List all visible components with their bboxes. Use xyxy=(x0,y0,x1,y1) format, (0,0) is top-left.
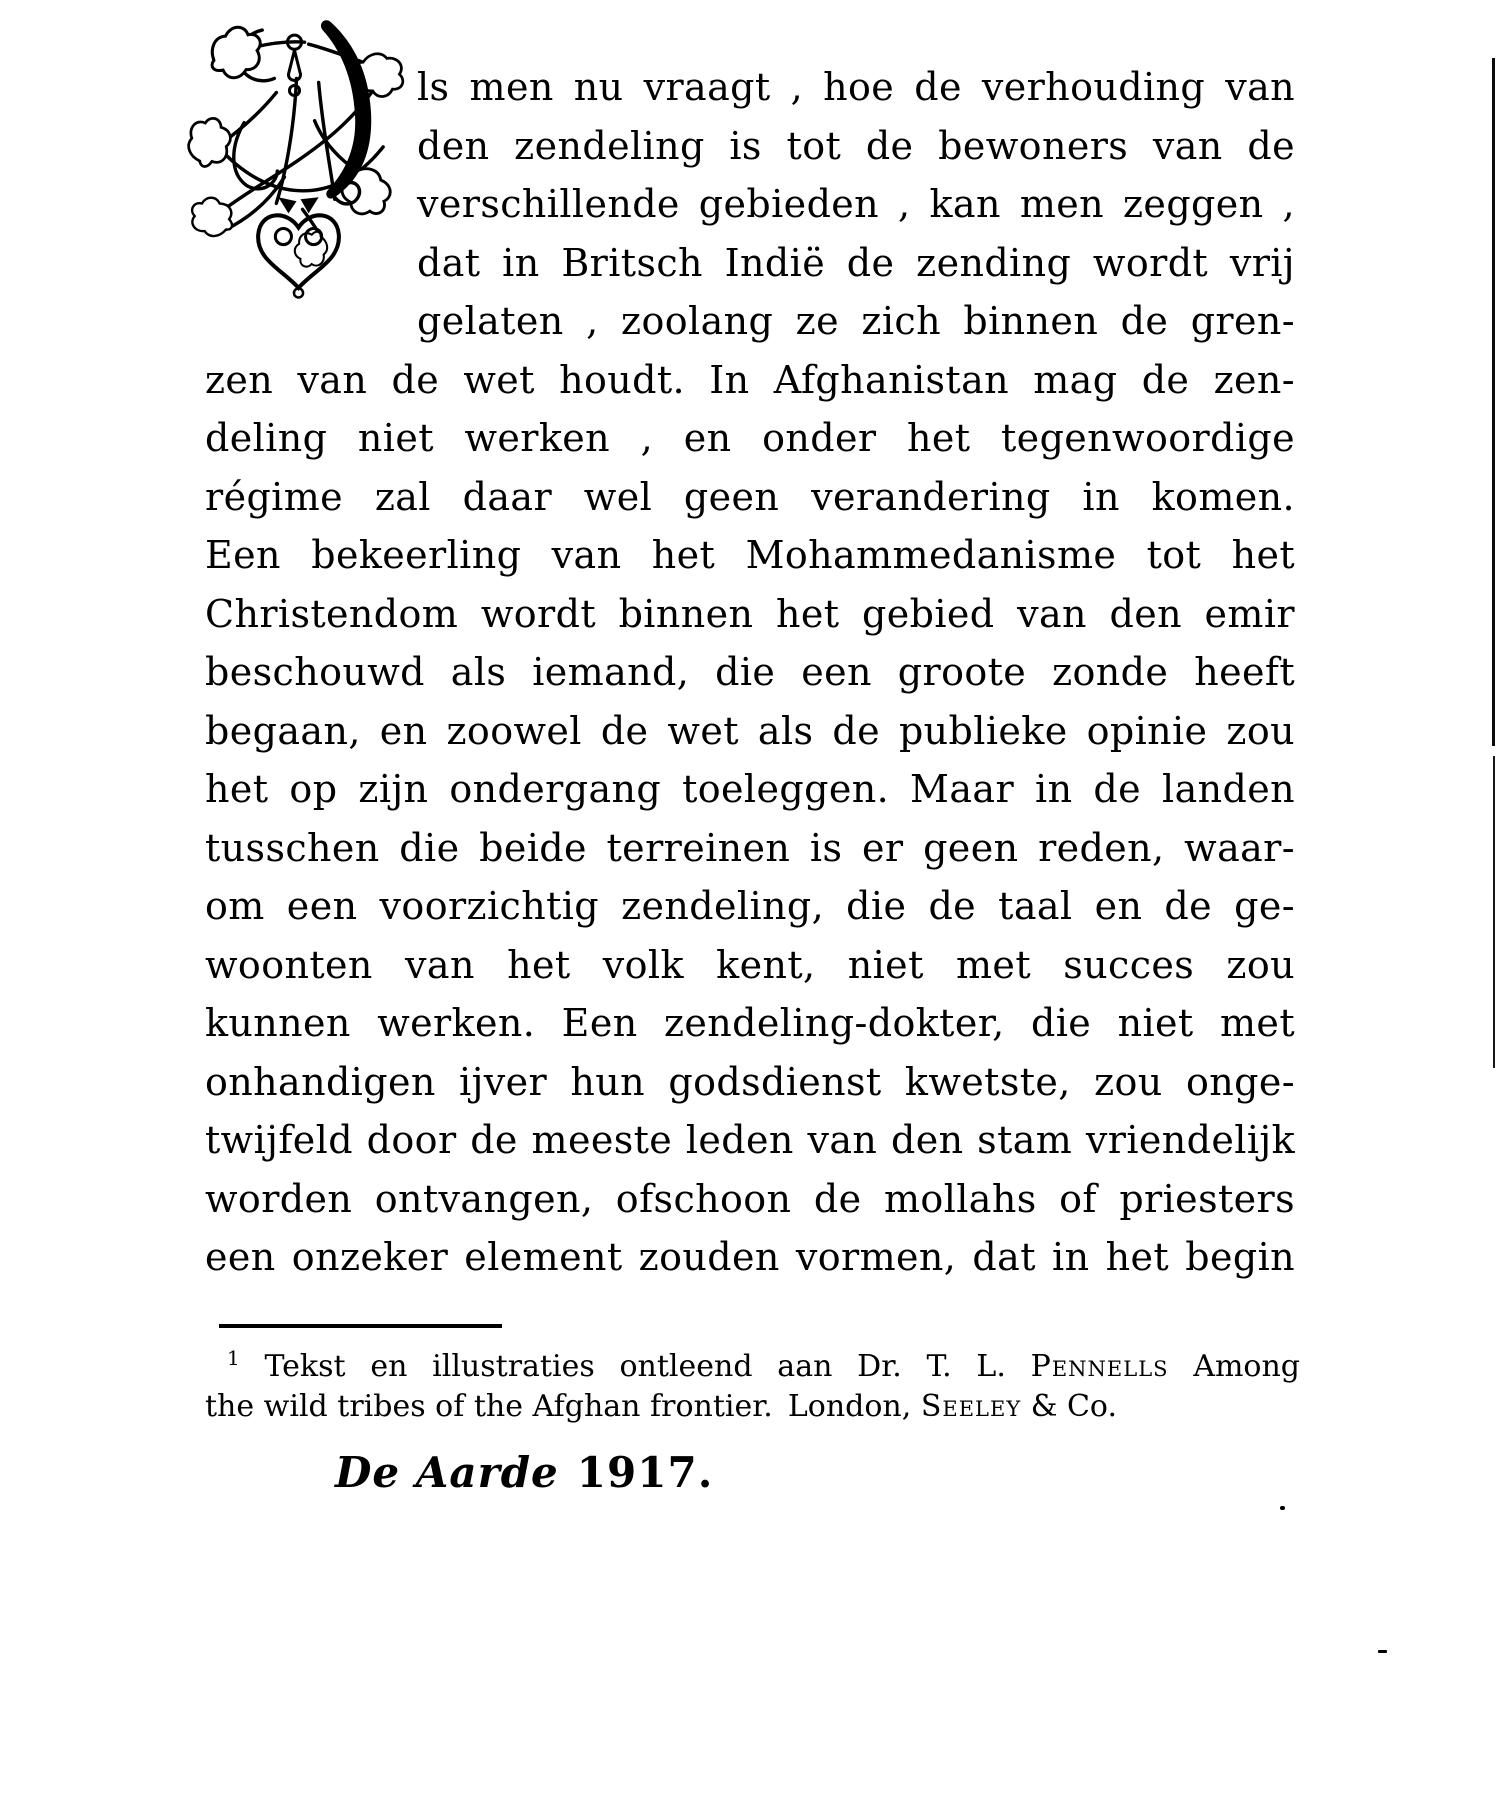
footnote-rule xyxy=(219,1324,502,1328)
footnote-marker: 1 xyxy=(227,1346,240,1370)
body-text-line: den zendeling is tot de bewoners van de xyxy=(417,123,1295,168)
body-text-line: kunnen werken. Een zendeling-dokter, die niet met xyxy=(205,1001,1295,1045)
main-paragraph xyxy=(205,58,1295,1287)
body-text-line: het op zijn ondergang toeleggen. Maar in de landen xyxy=(205,767,1295,811)
footnote xyxy=(205,1347,1300,1427)
footnote-author-smallcaps: Pennells xyxy=(1030,1349,1169,1384)
body-text-line: woonten van het volk kent, niet met succes zou xyxy=(205,942,1295,987)
footnote-publisher-smallcaps: Seeley xyxy=(920,1389,1022,1424)
source-year: 1917. xyxy=(576,1448,714,1497)
scan-margin-line xyxy=(1492,58,1495,746)
body-text-line: verschillende gebieden , kan men zeggen , xyxy=(417,182,1295,226)
body-text-line: Christendom wordt binnen het gebied van den emir xyxy=(205,591,1295,636)
body-text-line: ls men nu vraagt , hoe de verhouding van xyxy=(417,65,1295,109)
footnote-line xyxy=(205,1387,1300,1427)
body-text-line: begaan, en zoowel de wet als de publieke opinie zou xyxy=(205,708,1295,753)
body-text-line: deling niet werken , en onder het tegenwoordige xyxy=(205,416,1295,460)
body-text-line: twijfeld door de meeste leden van den stam vriendelijk xyxy=(205,1118,1295,1162)
scan-margin-line xyxy=(1493,756,1495,1068)
footnote-text: Tekst en illustraties ontleend aan Dr. T. L. xyxy=(264,1349,1006,1384)
footnote-text: & Co. xyxy=(1030,1389,1117,1424)
body-text-line: zen van de wet houdt. In Afghanistan mag de zen- xyxy=(205,357,1295,402)
body-text-line: onhandigen ijver hun godsdienst kwetste, zou onge- xyxy=(205,1059,1295,1104)
body-text-line: om een voorzichtig zendeling, die de taal en de ge- xyxy=(205,884,1295,928)
body-text-line: tusschen die beide terreinen is er geen reden, waar- xyxy=(205,825,1295,870)
ink-speck xyxy=(1280,1506,1285,1510)
body-text-line: Een bekeerling van het Mohammedanisme tot het xyxy=(205,533,1295,577)
body-text-line: beschouwd als iemand, die een groote zonde heeft xyxy=(205,650,1295,694)
source-citation xyxy=(335,1448,713,1497)
footnote-line xyxy=(205,1347,1300,1387)
source-title: De Aarde xyxy=(335,1448,559,1497)
body-text-line: worden ontvangen, ofschoon de mollahs of priesters xyxy=(205,1176,1295,1221)
footnote-text: Among xyxy=(1193,1349,1300,1384)
body-text-line: een onzeker element zouden vormen, dat in het begin xyxy=(205,1235,1295,1279)
body-text-line: dat in Britsch Indië de zending wordt vrij xyxy=(417,240,1295,285)
body-text-line: régime zal daar wel geen verandering in komen. xyxy=(205,474,1295,519)
footnote-text: the wild tribes of the Afghan frontier. London, xyxy=(205,1389,912,1424)
ink-speck xyxy=(1378,1650,1387,1653)
body-text-line: gelaten , zoolang ze zich binnen de gren- xyxy=(417,299,1295,343)
